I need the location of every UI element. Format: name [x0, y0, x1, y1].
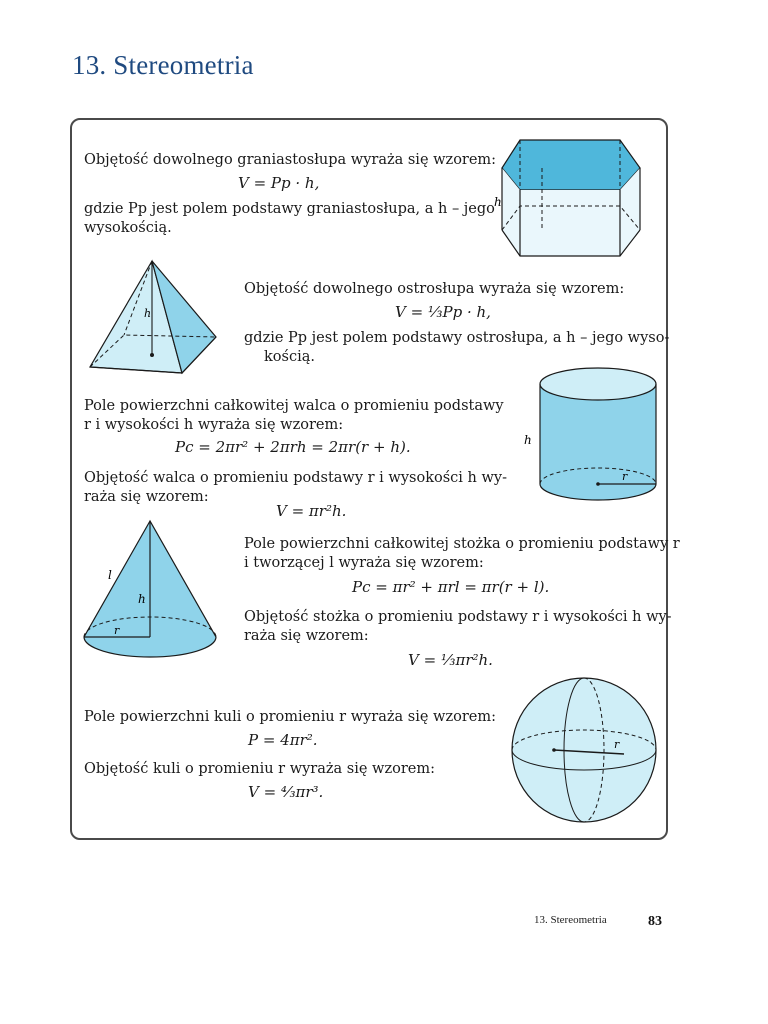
prism-text-line-1: Objętość dowolnego graniastosłupa wyraża się wzorem:: [84, 152, 497, 168]
cone-r-label: r: [114, 624, 120, 637]
sphere-figure: [506, 676, 664, 828]
cylinder-volume-formula: V = πr²h.: [276, 502, 347, 520]
pyramid-formula: V = ⅓Pp · h,: [395, 303, 491, 321]
prism-text-line-2: gdzie Pp jest polem podstawy graniastosłupa, a h – jego: [84, 201, 495, 217]
cone-text-line-2: i tworzącej l wyraża się wzorem:: [244, 555, 484, 571]
pyramid-text-line-2: gdzie Pp jest polem podstawy ostrosłupa, a h – jego wyso-: [244, 330, 670, 346]
page-number: 83: [648, 914, 662, 929]
cone-figure: [80, 515, 230, 670]
prism-figure: [490, 130, 655, 265]
sphere-volume-formula: V = ⁴⁄₃πr³.: [248, 783, 324, 801]
cone-area-formula: Pc = πr² + πrl = πr(r + l).: [352, 578, 550, 596]
cone-text-line-1: Pole powierzchni całkowitej stożka o promieniu podstawy r: [244, 536, 680, 552]
pyramid-text-line-1: Objętość dowolnego ostrosłupa wyraża się wzorem:: [244, 281, 625, 297]
sphere-area-formula: P = 4πr².: [248, 731, 318, 749]
prism-text-line-3: wysokością.: [84, 220, 172, 236]
cone-text-line-3: Objętość stożka o promieniu podstawy r i wysokości h wy-: [244, 609, 672, 625]
cone-volume-formula: V = ⅓πr²h.: [408, 651, 493, 669]
cone-text-line-4: raża się wzorem:: [244, 628, 369, 644]
cylinder-text-line-1: Pole powierzchni całkowitej walca o promieniu podstawy: [84, 398, 504, 414]
pyramid-h-label: h: [144, 307, 152, 320]
pyramid-figure: [84, 255, 224, 380]
cylinder-text-line-3: Objętość walca o promieniu podstawy r i wysokości h wy-: [84, 470, 507, 486]
sphere-text-line-2: Objętość kuli o promieniu r wyraża się wzorem:: [84, 761, 435, 777]
cylinder-text-line-4: raża się wzorem:: [84, 489, 209, 505]
cylinder-h-label: h: [524, 433, 532, 447]
cylinder-area-formula: Pc = 2πr² + 2πrh = 2πr(r + h).: [175, 438, 411, 456]
running-footer-title: 13. Stereometria: [534, 914, 607, 926]
prism-h-label: h: [494, 195, 502, 209]
chapter-title: 13. Stereometria: [72, 50, 254, 80]
sphere-r-label: r: [614, 738, 620, 751]
cylinder-r-label: r: [622, 470, 628, 483]
cone-l-label: l: [108, 568, 112, 582]
prism-formula: V = Pp · h,: [238, 174, 320, 192]
sphere-text-line-1: Pole powierzchni kuli o promieniu r wyraża się wzorem:: [84, 709, 496, 725]
pyramid-text-line-3: kością.: [264, 349, 315, 365]
cylinder-figure: [522, 362, 662, 512]
cone-h-label: h: [138, 592, 146, 606]
cylinder-text-line-2: r i wysokości h wyraża się wzorem:: [84, 417, 344, 433]
